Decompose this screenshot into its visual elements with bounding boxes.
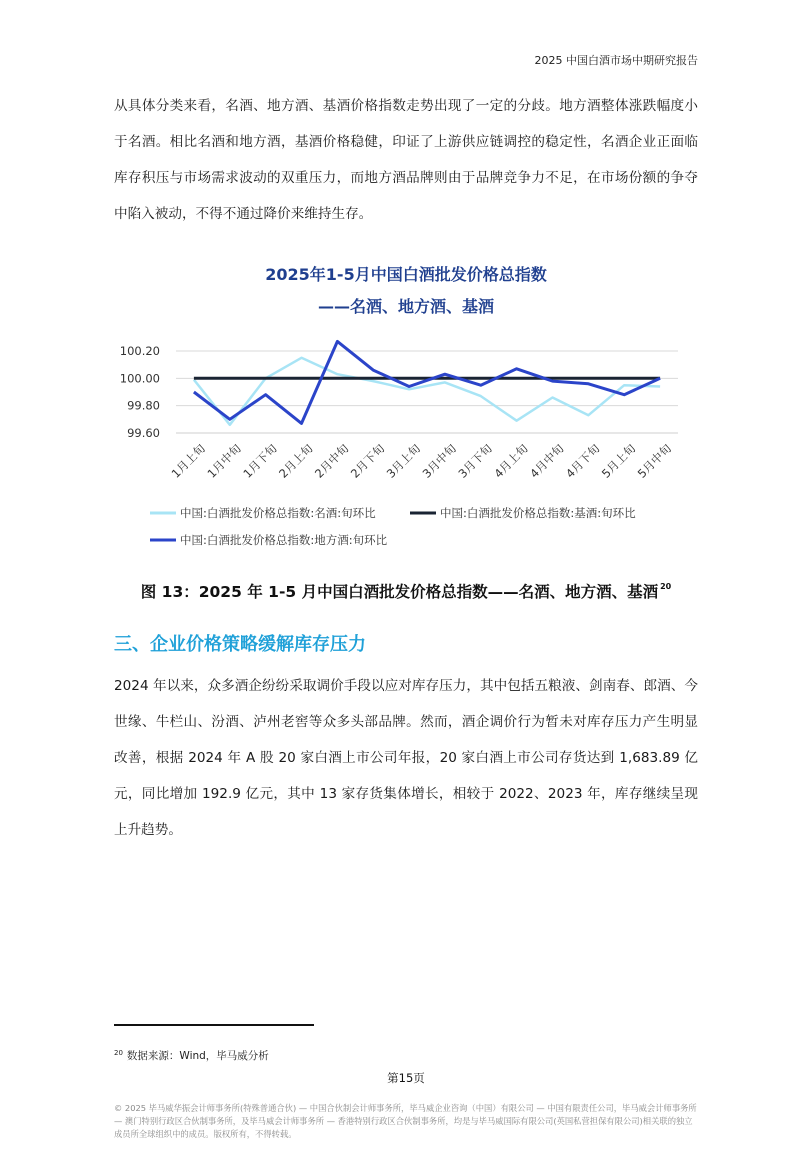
x-tick-label: 4月下旬 — [563, 441, 603, 481]
body-paragraph: 2024 年以来，众多酒企纷纷采取调价手段以应对库存压力，其中包括五粮液、剑南春、郎酒、今世缘、牛栏山、汾酒、泸州老窖等众多头部品牌。然而，酒企调价行为暂未对库存压力产生明显改善，根据 2024 年 A 股 20 家白酒上市公司年报，20 家白酒上市公司存货达到 1,683.89 亿元，同比增加 192.9 亿元，其中 13 家存货集体增长，相较于 2022、2023 年，库存继续呈现上升趋势。 — [114, 678, 698, 838]
x-tick-label: 3月中旬 — [419, 441, 460, 481]
x-tick-label: 1月中旬 — [204, 441, 244, 481]
legend-label: 中国:白酒批发价格总指数:地方酒:旬环比 — [180, 533, 388, 547]
x-tick-label: 4月上旬 — [491, 441, 531, 481]
x-tick-label: 5月中旬 — [634, 441, 675, 481]
x-tick-label: 1月下旬 — [240, 441, 280, 481]
x-tick-label: 2月下旬 — [347, 441, 388, 481]
footnote-ref: 20 — [114, 1049, 123, 1057]
x-tick-label: 5月上旬 — [598, 441, 639, 481]
figure-caption: 图 13：2025 年 1-5 月中国白酒批发价格总指数——名酒、地方酒、基酒 $^{20}$ — [140, 582, 672, 601]
legend-label: 中国:白酒批发价格总指数:名酒:旬环比 — [180, 506, 376, 520]
legend-label: 中国:白酒批发价格总指数:基酒:旬环比 — [440, 506, 636, 520]
footnote — [114, 1048, 269, 1063]
page-number: 第15页 — [387, 1071, 425, 1085]
x-tick-label: 4月中旬 — [527, 441, 567, 481]
chart-subtitle: ——名酒、地方酒、基酒 — [317, 297, 494, 316]
footnote-text: 数据来源：Wind，毕马威分析 — [126, 1050, 269, 1062]
y-tick-label: 100.20 — [119, 344, 160, 358]
legal-notice: © 2025 毕马威华振会计师事务所(特殊普通合伙) — 中国合伙制会计师事务所，毕马威企业咨询（中国）有限公司 — 中国有限责任公司，毕马威会计师事务所 — 澳门特别行政区合伙制事务所，及毕马威会计师事务所 — 香港特别行政区合伙制事务所，均是与毕马威国际有限公司(英国私营担保有限公司)相关联的独立成员所全球组织中的成员。版权所有，不得转载。 — [114, 1103, 697, 1139]
y-tick-label: 100.00 — [119, 371, 160, 386]
x-tick-label: 2月中旬 — [312, 441, 352, 481]
section-heading: 三、企业价格策略缓解库存压力 — [114, 634, 366, 655]
line-chart — [0, 0, 812, 570]
running-header: 2025 中国白酒市场中期研究报告 — [534, 54, 698, 67]
body-paragraph: 从具体分类来看，名酒、地方酒、基酒价格指数走势出现了一定的分歧。地方酒整体涨跌幅度小于名酒。相比名酒和地方酒，基酒价格稳健，印证了上游供应链调控的稳定性，名酒企业正面临库存积压与市场需求波动的双重压力，而地方酒品牌则由于品牌竞争力不足，在市场份额的争夺中陷入被动，不得不通过降价来维持生存。 — [114, 98, 698, 222]
y-tick-label: 99.80 — [127, 398, 160, 413]
chart-title: 2025年1-5月中国白酒批发价格总指数 — [265, 265, 547, 284]
x-tick-label: 3月下旬 — [455, 441, 495, 481]
x-tick-label: 2月上旬 — [276, 441, 316, 481]
figure-caption-footnote-ref: 20 — [660, 582, 672, 591]
x-tick-label: 1月上旬 — [168, 441, 209, 481]
x-tick-label: 3月上旬 — [383, 441, 424, 481]
footnote-divider — [114, 1024, 314, 1026]
y-tick-label: 99.60 — [127, 426, 160, 440]
series-line-1 — [194, 358, 660, 425]
